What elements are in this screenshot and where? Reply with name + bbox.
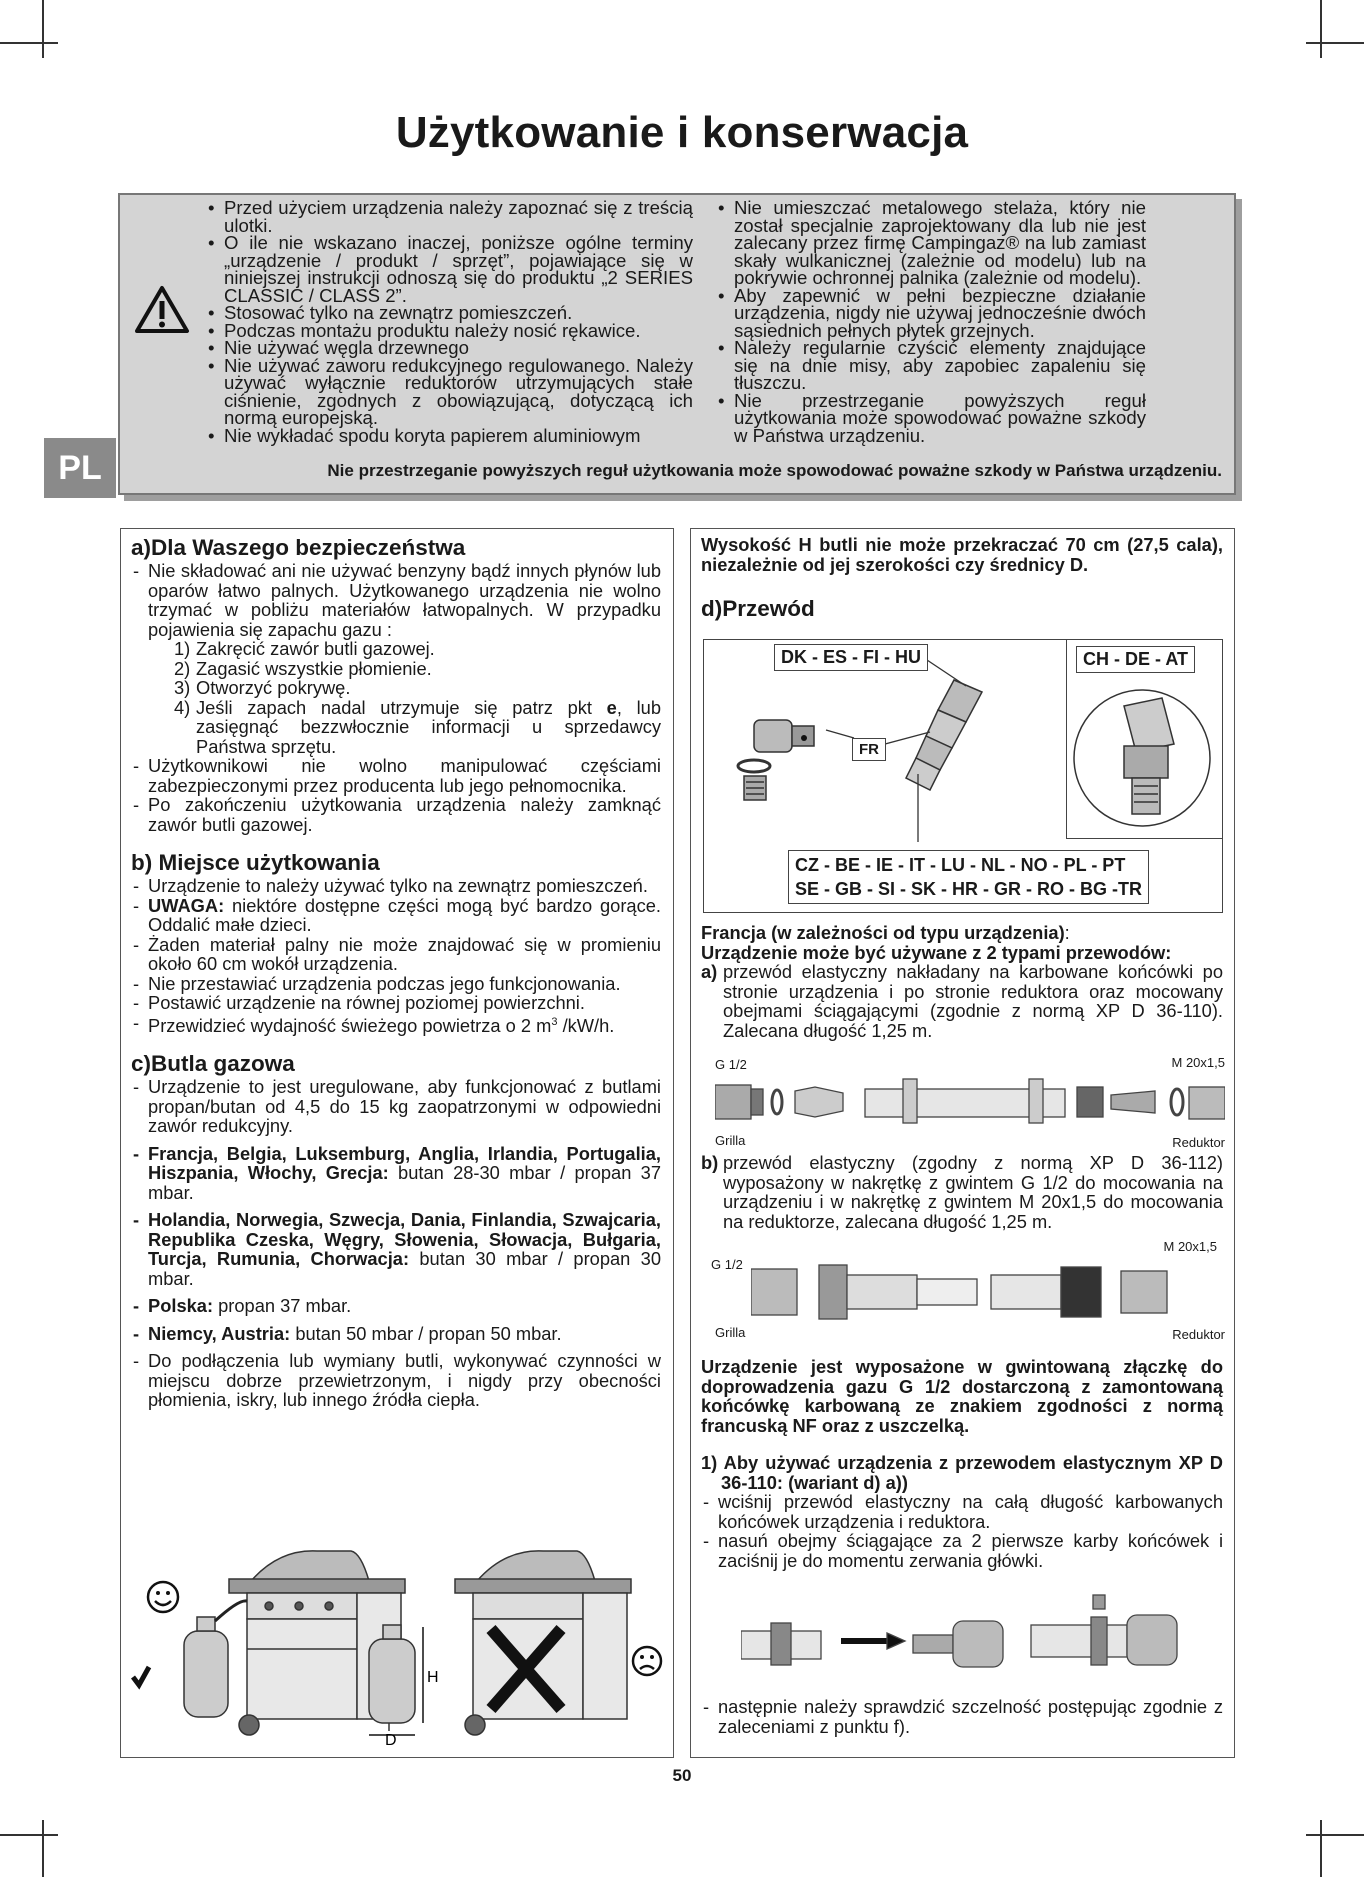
- label-h: H: [427, 1669, 439, 1686]
- checkmark-icon: [133, 1667, 149, 1685]
- warning-item: • Stosować tylko na zewnątrz pomieszczeń.: [206, 304, 693, 322]
- page-title: Użytkowanie i konserwacja: [395, 108, 969, 157]
- hose-country-diagram: [703, 639, 1223, 913]
- page-number: 50: [672, 1766, 692, 1785]
- list-item: - Żaden materiał palny nie może znajdować się w promieniu około 60 cm wokół urządzenia.: [131, 935, 661, 974]
- label-fr: FR: [852, 738, 886, 761]
- hose-b-illustration: G 1/2 M 20x1,5 Grilla Reduktor: [711, 1239, 1225, 1342]
- country-pressure-item: - Francja, Belgia, Luksemburg, Anglia, Irlandia, Portugalia, Hiszpania, Włochy, Grecja: butan 28-30 mbar / propan 37 mbar.: [131, 1144, 661, 1203]
- warning-item: • Należy regularnie czyścić elementy znajdujące się na dnie misy, aby zapobiec zapaleniu się tłuszczu.: [716, 339, 1146, 392]
- smiley-happy-icon: [148, 1582, 178, 1612]
- warning-list-right: [716, 199, 1146, 444]
- list-item: - Po zakończeniu użytkowania urządzenia należy zamknąć zawór butli gazowej.: [131, 795, 661, 834]
- list-item: - Postawić urządzenie na równej poziomej powierzchni.: [131, 993, 661, 1013]
- country-pressure-item: - Niemcy, Austria: butan 50 mbar / propan 50 mbar.: [131, 1324, 661, 1344]
- hose-option-b: b) przewód elastyczny (zgodny z normą XP D 36-112) wyposażony w nakrętkę z gwintem G 1/2 do mocowania na urządzeniu i w nakrętkę z gwintem M 20x1,5 do mocowania na reduktorze, zalecana długość 1,25 m.: [701, 1152, 1223, 1232]
- section-c-title: c)Butla gazowa: [131, 1051, 295, 1077]
- warning-item: • Nie używać zaworu redukcyjnego regulowanego. Należy używać wyłącznie reduktorów utrzymujących stałe ciśnienie, zgodnych z obowiązującą, dotyczącą ich normą europejską.: [206, 357, 693, 427]
- warning-item: • Nie używać węgla drzewnego: [206, 339, 693, 357]
- france-subtitle: Urządzenie może być używane z 2 typami przewodów:: [701, 941, 1172, 963]
- step-item: 2) Zagasić wszystkie płomienie.: [174, 657, 432, 679]
- cylinder-height-note: Wysokość H butli nie może przekraczać 70 cm (27,5 cala), niezależnie od jej szerokości czy średnicy D.: [701, 534, 1223, 575]
- list-item: - Urządzenie to należy używać tylko na zewnątrz pomieszczeń.: [131, 876, 661, 896]
- section-b-title: b) Miejsce użytkowania: [131, 850, 380, 875]
- left-column-panel: [120, 528, 674, 1758]
- warning-item: • Aby zapewnić w pełni bezpieczne działanie urządzenia, nigdy nie używaj jednocześnie dwóch sąsiednich pełnych płytek grzejnych.: [716, 287, 1146, 340]
- section-d-title: d)Przewód: [701, 596, 815, 621]
- label-d: D: [385, 1732, 397, 1749]
- step-item: 1) Zakręcić zawór butli gazowej.: [174, 638, 435, 659]
- warning-list-left: [206, 199, 693, 444]
- clamp-illustration: [741, 1591, 1181, 1681]
- warning-triangle-icon: [134, 285, 190, 335]
- label-country-list: CZ - BE - IE - IT - LU - NL - NO - PL - PT SE - GB - SI - SK - HR - GR - RO - BG -TR: [788, 850, 1149, 904]
- step1-title: 1) Aby używać urządzenia z przewodem elastycznym XP D 36-110: (wariant d) a)): [701, 1452, 1223, 1493]
- list-item: - Nie składować ani nie używać benzyny bądź innych płynów lub oparów łatwo palnych. Użytkowanego urządzenia nie wolno trzymać w pobliżu materiałów łatwopalnych. W przypadku pojawienia się zapachu gazu : 1) Zakręcić zawór butli gazowej. 2) Zagasić wszystkie płomienie. 3) Otworzyć pokrywę. 4) Jeśli zapach nadal utrzymuje się patrz pkt e, lub zasięgnąć bezzwłocznie informacji u sprzedawcy Państwa sprzętu.: [131, 561, 661, 756]
- list-item: - UWAGA: niektóre dostępne części mogą być bardzo gorące. Oddalić małe dzieci.: [131, 896, 661, 935]
- country-pressure-item: - Holandia, Norwegia, Szwecja, Dania, Finlandia, Szwajcaria, Republika Czeska, Węgry, Słowenia, Słowacja, Bułgaria, Turcja, Rumunia, Chorwacja: butan 30 mbar / propan 30 mbar.: [131, 1210, 661, 1288]
- france-title: Francja (w zależności od typu urządzenia):: [701, 922, 1070, 943]
- equipped-note: Urządzenie jest wyposażone w gwintowaną złączkę do doprowadzenia gazu G 1/2 dostarczoną z zamontowaną końcówkę karbowaną ze znakiem zgodności z normą francuską NF oraz z uszczelką.: [701, 1356, 1223, 1436]
- warning-item: • O ile nie wskazano inaczej, poniższe ogólne terminy „urządzenie / produkt / sprzęt”, pojawiające się w niniejszej instrukcji odnoszą się do produktu „2 SERIES CLASSIC / CLASS 2”.: [206, 234, 693, 304]
- hose-a-illustration: G 1/2 M 20x1,5 Grilla Reduktor: [715, 1055, 1225, 1150]
- list-item: - Nie przestawiać urządzenia podczas jego funkcjonowania.: [131, 974, 661, 994]
- label-dk-es-fi-hu: DK - ES - FI - HU: [774, 644, 928, 671]
- warning-item: • Przed użyciem urządzenia należy zapoznać się z treścią ulotki.: [206, 199, 693, 234]
- list-item: - nasuń obejmy ściągające za 2 pierwsze karby końcówek i zaciśnij je do momentu zerwania główki.: [701, 1531, 1223, 1570]
- label-ch-de-at: CH - DE - AT: [1076, 646, 1195, 673]
- language-tab: PL: [44, 438, 116, 498]
- list-item: - Urządzenie to jest uregulowane, aby funkcjonować z butlami propan/butan od 4,5 do 15 kg zaopatrzonymi w odpowiedni zawór redukcyjny.: [131, 1077, 661, 1136]
- right-column-panel: [690, 528, 1235, 1758]
- warning-item: • Nie wykładać spodu koryta papierem aluminiowym: [206, 427, 693, 445]
- hose-option-a: a) przewód elastyczny nakładany na karbowane końcówki po stronie urządzenia i po stronie reduktora oraz mocowany obejmami ściągającymi (zgodnie z normą XP D 36-110). Zalecana długość 1,25 m.: [701, 961, 1223, 1041]
- warning-item: • Nie umieszczać metalowego stelaża, który nie został specjalnie zaprojektowany dla lub nie jest zalecany przez firmę Campingaz® na lub zamiast skały wulkanicznej (zależnie od modelu) lub na pokrywie ochronnej palnika (zależnie od modelu).: [716, 199, 1146, 287]
- list-item: - następnie należy sprawdzić szczelność postępując zgodnie z zaleceniami z punktu f).: [701, 1697, 1223, 1736]
- warning-footer: Nie przestrzeganie powyższych reguł użytkowania może spowodować poważne szkody w Państwa urządzeniu.: [327, 461, 1222, 480]
- step-item: 4) Jeśli zapach nadal utrzymuje się patrz pkt e, lub zasięgnąć bezzwłocznie informacji u sprzedawcy Państwa sprzętu.: [174, 696, 661, 757]
- warning-box: [118, 193, 1236, 495]
- smiley-sad-icon: [633, 1647, 661, 1675]
- section-a-title: a)Dla Waszego bezpieczeństwa: [131, 535, 466, 560]
- step-item: 3) Otworzyć pokrywę.: [174, 677, 351, 698]
- list-item: - Do podłączenia lub wymiany butli, wykonywać czynności w miejscu dobrze przewietrzonym, i nigdy przy obecności płomienia, iskry, lub innego źródła ciepła.: [131, 1351, 661, 1410]
- list-item: - Użytkownikowi nie wolno manipulować częściami zabezpieczonymi przez producenta lub jego pełnomocnika.: [131, 756, 661, 795]
- country-pressure-item: - Polska: propan 37 mbar.: [131, 1296, 661, 1316]
- list-item: - wciśnij przewód elastyczny na całą długość karbowanych końcówek urządzenia i reduktora.: [701, 1492, 1223, 1531]
- grill-cylinder-illustration: [129, 1539, 665, 1749]
- list-item: - Przewidzieć wydajność świeżego powietrza o 2 $m^3$ /kW/h.: [131, 1013, 661, 1036]
- warning-item: • Podczas montażu produktu należy nosić rękawice.: [206, 322, 693, 340]
- warning-item: • Nie przestrzeganie powyższych reguł użytkowania może spowodować poważne szkody w Państwa urządzeniu.: [716, 392, 1146, 445]
